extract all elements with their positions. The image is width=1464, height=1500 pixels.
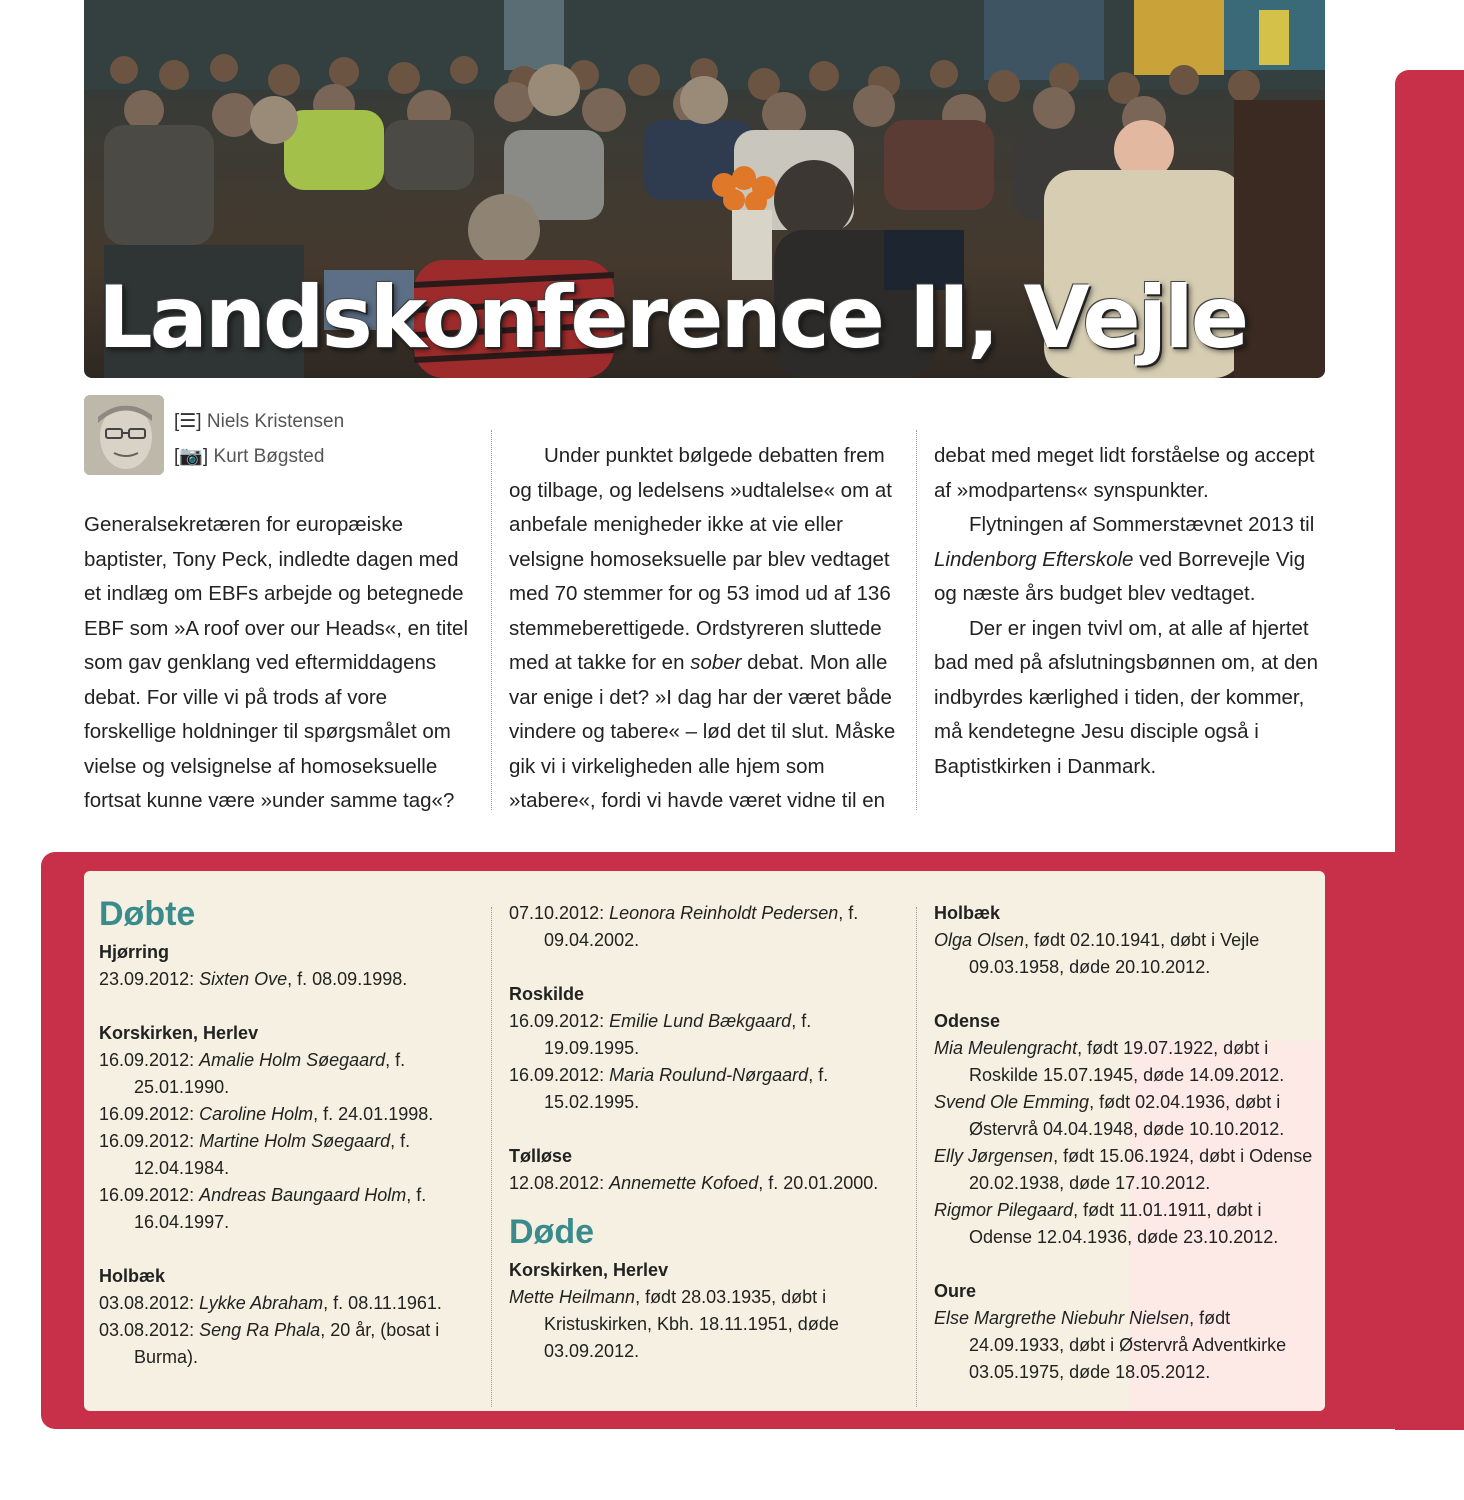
article-paragraph <box>509 439 901 819</box>
entry-details: , f. 24.01.1998. <box>313 1104 434 1124</box>
registry-entry <box>99 1047 479 1101</box>
registry-entry <box>509 1284 899 1365</box>
entry-date: 07.10.2012: <box>509 903 610 923</box>
article-paragraph: Generalsekretæren for europæiske baptister, Tony Peck, indledte dagen med et indlæg om EBFs arbejde og betegnede EBF som »A roof over our Heads«, en titel som gav genklang ved eftermiddagens debat. For ville vi på trods af vore forskellige holdninger til spørgsmålet om vielse og velsignelse af homoseksuelle fortsat kunne være »under samme tag«? <box>84 513 468 812</box>
registry-entry <box>99 1128 479 1182</box>
registry-column-1 <box>99 893 479 1371</box>
entry-details: , f. 08.09.1998. <box>287 969 408 989</box>
entry-details: , f. 08.11.1961. <box>323 1293 442 1313</box>
entry-details: , født 24.09.1933, døbt i Østervrå Adventkirke 03.05.1975, døde 18.05.2012. <box>969 1308 1287 1382</box>
emphasis: sober <box>690 651 742 674</box>
entry-name: Maria Roulund-Nørgaard <box>609 1065 809 1085</box>
entry-date: 16.09.2012: <box>99 1104 200 1124</box>
place-heading: Holbæk <box>99 1266 166 1286</box>
article-headline: Landskonference II, Vejle <box>98 268 1247 368</box>
registry-entry <box>934 1035 1319 1089</box>
registry-entry <box>509 1062 899 1116</box>
entry-details: , født 02.10.1941, døbt i Vejle 09.03.1958, døde 20.10.2012. <box>969 930 1260 977</box>
entry-details: , f. 16.04.1997. <box>134 1185 427 1232</box>
column-divider <box>491 907 492 1407</box>
entry-name: Else Margrethe Niebuhr Nielsen <box>934 1308 1190 1328</box>
photographer-credit <box>174 444 324 468</box>
registry-entry <box>99 1182 479 1236</box>
article-paragraph: debat med meget lidt forståelse og accept af »modpartens« synspunkter. <box>934 444 1315 502</box>
entry-date: 16.09.2012: <box>99 1050 200 1070</box>
author-credit <box>174 410 344 433</box>
entry-details: , f. 19.09.1995. <box>544 1011 812 1058</box>
entry-date: 16.09.2012: <box>99 1131 200 1151</box>
place-heading: Oure <box>934 1281 977 1301</box>
registry-column-3 <box>934 900 1319 1386</box>
entry-details: , f. 20.01.2000. <box>758 1173 879 1193</box>
place-heading: Odense <box>934 1011 1001 1031</box>
entry-name: Martine Holm Søegaard <box>199 1131 391 1151</box>
registry-entry <box>509 900 899 954</box>
text-run: debat. Mon alle var enige i det? »I dag har der været både vindere og tabere« – lød det til slut. Måske gik vi i virkeligheden alle hjem som »tabere«, fordi vi havde været vidne til en <box>509 651 896 812</box>
author-name: Niels Kristensen <box>206 411 345 432</box>
entry-name: Annemette Kofoed <box>609 1173 759 1193</box>
entry-details: , 20 år, (bosat i Burma). <box>134 1320 440 1367</box>
column-divider <box>916 907 917 1407</box>
article-paragraph: Der er ingen tvivl om, at alle af hjertet bad med på afslutningsbønnen om, at den indbyrdes kærlighed i tiden, der kommer, må kendetegne Jesu disciple også i Baptistkirken i Danmark. <box>934 616 1319 778</box>
entry-date: 23.09.2012: <box>99 969 200 989</box>
entry-name: Caroline Holm <box>199 1104 314 1124</box>
entry-name: Lykke Abraham <box>199 1293 324 1313</box>
author-avatar <box>84 395 164 475</box>
place-heading: Holbæk <box>934 903 1001 923</box>
entry-date: 03.08.2012: <box>99 1320 200 1340</box>
registry-entry <box>99 1101 479 1128</box>
entry-details: , f. 12.04.1984. <box>134 1131 411 1178</box>
entry-name: Emilie Lund Bækgaard <box>609 1011 792 1031</box>
entry-date: 16.09.2012: <box>509 1011 610 1031</box>
emphasis: Lindenborg Efterskole <box>934 547 1134 571</box>
entry-name: Elly Jørgensen <box>934 1146 1054 1166</box>
registry-entry <box>934 1305 1319 1386</box>
text-run: Under punktet bølgede debatten frem og tilbage, og ledelsens »udtalelse« om at anbefale menigheder ikke at vie eller velsigne homoseksuelle par blev vedtaget med 70 stemmer for og 53 imod ud af 136 stemmeberettigede. Ordstyreren sluttede med at takke for en <box>509 444 892 674</box>
text-run: ved Borrevejle Vig og næste års budget blev vedtaget. <box>934 547 1306 605</box>
article-column-1 <box>84 508 469 819</box>
text-run: Flytningen af Sommerstævnet 2013 til <box>969 513 1315 536</box>
entry-name: Rigmor Pilegaard <box>934 1200 1074 1220</box>
registry-entry <box>934 1197 1319 1251</box>
entry-name: Svend Ole Emming <box>934 1092 1090 1112</box>
place-heading: Roskilde <box>509 984 585 1004</box>
entry-details: , f. 25.01.1990. <box>134 1050 406 1097</box>
entry-name: Amalie Holm Søegaard <box>199 1050 386 1070</box>
entry-date: 03.08.2012: <box>99 1293 200 1313</box>
section-title-dode: Døde <box>509 1213 594 1251</box>
column-divider <box>916 430 917 810</box>
article-column-2 <box>509 439 901 819</box>
place-heading: Hjørring <box>99 942 169 962</box>
entry-details: , f. 15.02.1995. <box>544 1065 829 1112</box>
entry-name: Olga Olsen <box>934 930 1025 950</box>
registry-entry <box>99 1317 479 1371</box>
article-column-3 <box>934 439 1326 784</box>
entry-details: , født 19.07.1922, døbt i Roskilde 15.07.1945, døde 14.09.2012. <box>969 1038 1285 1085</box>
entry-name: Mia Meulengracht <box>934 1038 1078 1058</box>
entry-name: Andreas Baungaard Holm <box>199 1185 407 1205</box>
entry-details: , født 11.01.1911, døbt i Odense 12.04.1936, døde 23.10.2012. <box>969 1200 1279 1247</box>
entry-details: , født 28.03.1935, døbt i Kristuskirken, Kbh. 18.11.1951, døde 03.09.2012. <box>544 1287 839 1361</box>
registry-panel <box>84 871 1325 1411</box>
column-divider <box>491 430 492 810</box>
registry-entry <box>99 966 479 993</box>
entry-date: 16.09.2012: <box>509 1065 610 1085</box>
place-heading: Tølløse <box>509 1146 573 1166</box>
entry-details: , født 02.04.1936, døbt i Østervrå 04.04.1948, døde 10.10.2012. <box>969 1092 1285 1139</box>
place-heading: Korskirken, Herlev <box>99 1023 259 1043</box>
registry-entry <box>509 1170 899 1197</box>
entry-date: 16.09.2012: <box>99 1185 200 1205</box>
camera-icon: [📷] <box>174 446 209 467</box>
place-heading: Korskirken, Herlev <box>509 1260 669 1280</box>
registry-entry <box>934 927 1319 981</box>
registry-entry <box>99 1290 479 1317</box>
photographer-name: Kurt Bøgsted <box>213 446 325 467</box>
entry-name: Seng Ra Phala <box>199 1320 321 1340</box>
pen-icon: [☰] <box>174 411 202 432</box>
entry-name: Leonora Reinholdt Pedersen <box>609 903 839 923</box>
entry-details: , født 15.06.1924, døbt i Odense 20.02.1938, døde 17.10.2012. <box>969 1146 1313 1193</box>
registry-column-2 <box>509 900 899 1365</box>
entry-details: , f. 09.04.2002. <box>544 903 859 950</box>
entry-name: Mette Heilmann <box>509 1287 636 1307</box>
registry-entry <box>934 1143 1319 1197</box>
registry-entry <box>509 1008 899 1062</box>
section-title-dobte: Døbte <box>99 895 196 933</box>
entry-name: Sixten Ove <box>199 969 288 989</box>
article-paragraph <box>934 508 1326 612</box>
registry-entry <box>934 1089 1319 1143</box>
entry-date: 12.08.2012: <box>509 1173 610 1193</box>
header-photo <box>84 0 1325 378</box>
